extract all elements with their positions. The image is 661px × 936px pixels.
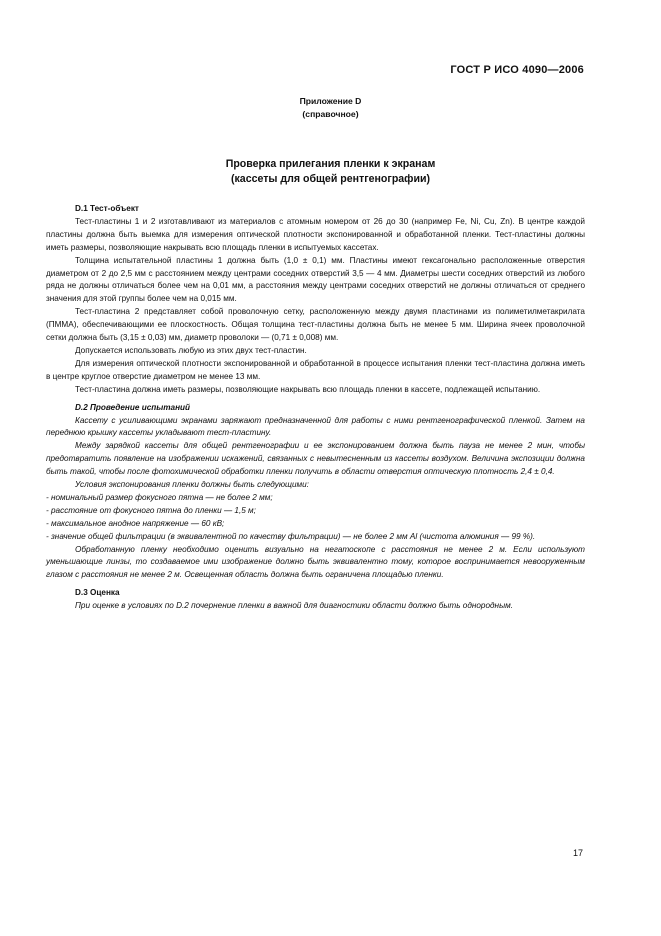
section-d2-heading: D.2 Проведение испытаний	[75, 402, 191, 412]
list-item: - номинальный размер фокусного пятна — не более 2 мм;	[46, 492, 273, 502]
paragraph: Условия экспонирования пленки должны быть следующими:	[75, 480, 309, 490]
paragraph: Обработанную пленку необходимо оценить визуально на негатоскопе с расстояния не менее 2 м. Если используют уменьшающие линзы, то создаваемое ими изображение должно быть эквивалентно тому, которое воспринимается невооруженным глазом с расстояния не менее 2 м. Освещенная область должна быть ограничена площадью пленки.	[46, 544, 585, 580]
paragraph: Кассету с усиливающими экранами заряжают предназначенной для работы с ними рентгенографической пленкой. Затем на переднюю крышку кассеты укладывают тест-пластину.	[46, 415, 585, 438]
annex-name: Приложение D	[299, 96, 362, 106]
annex-title	[0, 157, 661, 187]
list-item: - значение общей фильтрации (в эквивалентной по качеству фильтрации) — не более 2 мм Al (чистота алюминия — 99 %).	[46, 531, 536, 541]
paragraph: При оценке в условиях по D.2 почернение пленки в важной для диагностики области должно быть однородным.	[75, 601, 513, 611]
list-item: - максимальное анодное напряжение — 60 кВ;	[46, 518, 225, 528]
paragraph: Тест-пластины 1 и 2 изготавливают из материалов с атомным номером от 26 до 30 (например Fe, Ni, Cu, Zn). В центре каждой пластины должна быть выемка для измерения оптической плотности экспонированной и обработанной пленки. Тест-пластины должны иметь размеры, позволяющие накрывать всю площадь пленки в испытуемых кассетах.	[46, 216, 585, 252]
paragraph: Допускается использовать любую из этих двух тест-пластин.	[75, 345, 307, 355]
title-line-1: Проверка прилегания пленки к экранам	[225, 158, 436, 170]
page-number: 17	[572, 848, 583, 858]
annex-heading	[0, 95, 661, 121]
document-body	[46, 203, 585, 613]
paragraph: Тест-пластина 2 представляет собой проволочную сетку, расположенную между двумя пластинами из полиметилметакрилата (ПММА), обеспечивающими ее плоскостность. Общая толщина тест-пластины должна быть не менее 5 мм. Ширина ячеек проволочной сетки должна быть (3,15 ± 0,03) мм, диаметр проволоки — (0,71 ± 0,008) мм.	[46, 307, 585, 343]
standard-header: ГОСТ Р ИСО 4090—2006	[450, 64, 584, 76]
title-line-2: (кассеты для общей рентгенографии)	[230, 173, 431, 185]
section-d3-heading: D.3 Оценка	[75, 588, 120, 598]
annex-type: (справочное)	[302, 109, 359, 119]
paragraph: Толщина испытательной пластины 1 должна быть (1,0 ± 0,1) мм. Пластины имеют гексагонально расположенные отверстия диаметром от 2 до 2,5 мм с расстоянием между центрами соседних отверстий 3,5 — 4 мм. Диаметры шести соседних отверстий из любого ряда не должны отличаться более чем на 0,01 мм, а расстояния между центрами соседних отверстий не должны отличаться от среднего значения для этой группы более чем на 0,015 мм.	[46, 255, 585, 304]
section-d1-heading: D.1 Тест-объект	[75, 204, 139, 213]
paragraph: Между зарядкой кассеты для общей рентгенографии и ее экспонированием должна быть пауза не менее 2 мин, чтобы предотвратить появление на изображении искажений, связанных с невытесненным из кассеты воздухом. Величина экспозиции должна быть такой, чтобы после фотохимической обработки пленки получить в области отверстия оптическую плотность 2,4 ± 0,4.	[46, 441, 585, 477]
list-item: - расстояние от фокусного пятна до пленки — 1,5 м;	[46, 505, 256, 515]
paragraph: Тест-пластина должна иметь размеры, позволяющие накрывать всю площадь пленки в кассете, подлежащей испытанию.	[75, 384, 541, 394]
paragraph: Для измерения оптической плотности экспонированной и обработанной в процессе испытания пленки тест-пластина должна иметь в центре круглое отверстие диаметром не менее 13 мм.	[46, 358, 585, 381]
